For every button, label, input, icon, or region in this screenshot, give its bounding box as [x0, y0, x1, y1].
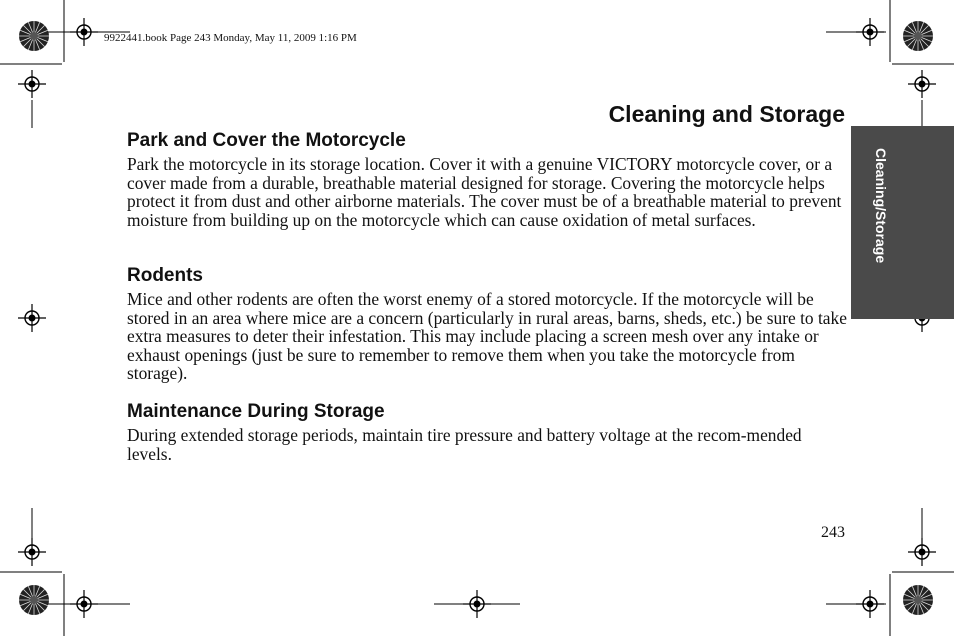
section-heading: Maintenance During Storage — [127, 401, 385, 422]
section-heading: Rodents — [127, 265, 203, 286]
section-maintenance — [127, 401, 847, 463]
crosshair-mark — [70, 590, 98, 618]
crosshair-mark — [18, 304, 46, 332]
crosshair-mark — [463, 590, 491, 618]
section-body: During extended storage periods, maintain tire pressure and battery voltage at the recom-mended levels. — [127, 425, 802, 464]
crosshair-mark — [856, 590, 884, 618]
crosshair-mark — [18, 538, 46, 566]
starburst-mark-bottom-right — [903, 585, 933, 615]
section-heading: Park and Cover the Motorcycle — [127, 130, 406, 151]
section-rodents — [127, 265, 847, 383]
starburst-mark-bottom-left — [19, 585, 49, 615]
page-number: 243 — [821, 524, 845, 541]
section-body: Park the motorcycle in its storage location. Cover it with a genuine VICTORY motorcycle cover, or a cover made from a durable, breathable material designed for storage. Covering the motorcycle helps protect it from dust and other airborne materials. The cover must be of a breathable material to prevent moisture from building up on the motorcycle which can cause oxidation of metal surfaces. — [127, 154, 842, 230]
chapter-title: Cleaning and Storage — [608, 101, 845, 127]
crosshair-mark — [908, 70, 936, 98]
crosshair-mark — [18, 70, 46, 98]
crosshair-mark — [908, 538, 936, 566]
section-body: Mice and other rodents are often the worst enemy of a stored motorcycle. If the motorcycle will be stored in an area where mice are a concern (particularly in rural areas, barns, sheds, etc.) be sure to take extra measures to deter their infestation. This may include placing a screen mesh over any intake or exhaust openings (just be sure to remember to remove them when you take the motorcycle from storage). — [127, 289, 847, 384]
section-park-and-cover — [127, 130, 847, 229]
side-tab-label: Cleaning/Storage — [873, 148, 889, 264]
crosshair-mark — [856, 18, 884, 46]
starburst-mark-top-left — [19, 21, 49, 51]
book-info-header: 9922441.book Page 243 Monday, May 11, 2009 1:16 PM — [104, 32, 357, 44]
chapter-side-tab — [851, 126, 954, 319]
starburst-mark-top-right — [903, 21, 933, 51]
crosshair-mark — [70, 18, 98, 46]
